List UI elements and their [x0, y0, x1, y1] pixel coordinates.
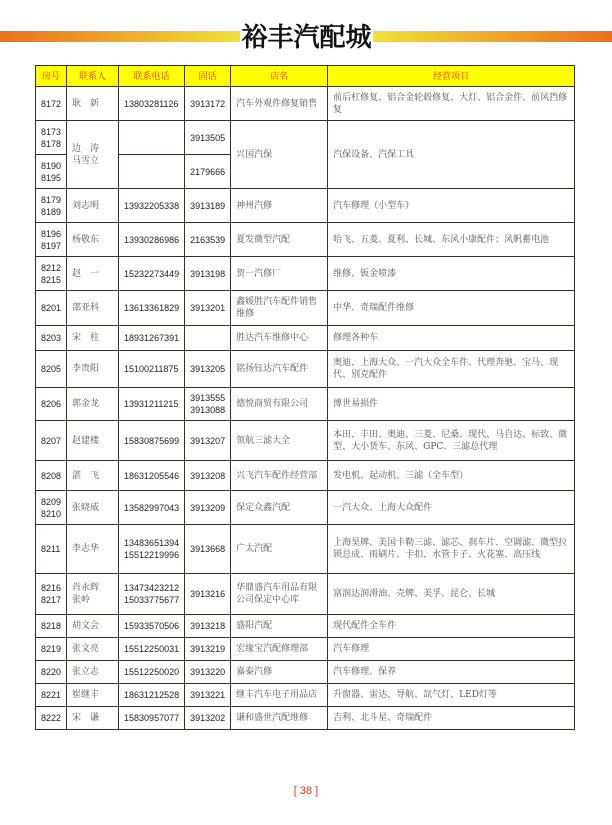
shop-name: 华鼎盛汽车用品有限公司保定中心库	[231, 574, 328, 615]
shop-name: 贺一汽修厂	[231, 257, 328, 291]
landline	[185, 326, 231, 351]
landline: 3913201	[185, 291, 231, 326]
landline: 3913218	[185, 615, 231, 638]
mobile-phone: 15830875699	[119, 421, 185, 461]
table-row	[36, 574, 575, 615]
mobile-phone	[119, 155, 185, 189]
mobile-phone: 15830957077	[119, 707, 185, 730]
mobile-phone: 13803281126	[119, 87, 185, 121]
contact-name: 赵 一	[67, 257, 119, 291]
table-row	[36, 421, 575, 461]
table-row	[36, 291, 575, 326]
contact-name: 赵建楼	[67, 421, 119, 461]
shop-name: 兴国汽保	[231, 121, 328, 189]
table-row	[36, 615, 575, 638]
contact-name: 边 涛 马雪立	[67, 121, 119, 189]
decorative-bar-right	[373, 31, 612, 42]
mobile-phone: 13613361829	[119, 291, 185, 326]
landline: 3913172	[185, 87, 231, 121]
mobile-phone: 18631205546	[119, 461, 185, 491]
mobile-phone: 13483651394 15512219996	[119, 525, 185, 574]
contact-name: 张立志	[67, 661, 119, 684]
column-header-phone: 联系电话	[119, 66, 185, 87]
shop-name: 盛阳汽配	[231, 615, 328, 638]
table-row	[36, 189, 575, 223]
room-number: 8207	[36, 421, 67, 461]
contact-name: 宋 谦	[67, 707, 119, 730]
business-scope: 维修、钣金喷漆	[328, 257, 575, 291]
shop-name: 继丰汽车电子用品店	[231, 684, 328, 707]
business-scope: 修理各种车	[328, 326, 575, 351]
room-number: 8216 8217	[36, 574, 67, 615]
business-scope: 汽车修理、保养	[328, 661, 575, 684]
room-number: 8172	[36, 87, 67, 121]
contact-name: 胡文会	[67, 615, 119, 638]
room-number: 8221	[36, 684, 67, 707]
mobile-phone: 18931267391	[119, 326, 185, 351]
contact-name: 李贵阳	[67, 351, 119, 388]
table-row	[36, 638, 575, 661]
page-title: 裕丰汽配城	[241, 23, 372, 53]
landline: 3913207	[185, 421, 231, 461]
contact-name: 湛 飞	[67, 461, 119, 491]
table-row	[36, 351, 575, 388]
table-row	[36, 87, 575, 121]
shop-name: 神州汽修	[231, 189, 328, 223]
mobile-phone: 15512250031	[119, 638, 185, 661]
business-scope: 奥迪、上海大众、一汽大众全车件、代理奔驰、宝马、现代、别克配件	[328, 351, 575, 388]
mobile-phone: 13930286986	[119, 223, 185, 257]
mobile-phone: 15232273449	[119, 257, 185, 291]
shop-name: 谦和盛世汽配维修	[231, 707, 328, 730]
room-number: 8211	[36, 525, 67, 574]
room-number: 8222	[36, 707, 67, 730]
business-scope: 汽车修理	[328, 638, 575, 661]
table-row	[36, 461, 575, 491]
column-header-landline: 固话	[185, 66, 231, 87]
contact-name: 李志华	[67, 525, 119, 574]
landline: 3913216	[185, 574, 231, 615]
room-number: 8220	[36, 661, 67, 684]
header-banner	[0, 20, 612, 60]
contact-name: 张晓威	[67, 491, 119, 525]
room-number: 8206	[36, 388, 67, 421]
landline: 3913209	[185, 491, 231, 525]
landline: 3913208	[185, 461, 231, 491]
shop-name: 胜达汽车维修中心	[231, 326, 328, 351]
business-scope: 哈飞、五菱、夏利、长城、东风小康配件；风帆蓄电池	[328, 223, 575, 257]
business-scope: 前后杠修复、铝合金轮毂修复、大灯、铝合金件、前风挡修复	[328, 87, 575, 121]
table-row	[36, 525, 575, 574]
landline: 3913205	[185, 351, 231, 388]
business-scope: 现代配件全车件	[328, 615, 575, 638]
mobile-phone: 15933570506	[119, 615, 185, 638]
landline: 3913189	[185, 189, 231, 223]
contact-name: 杨敬东	[67, 223, 119, 257]
contact-name: 肖永辉 张岭	[67, 574, 119, 615]
room-number: 8201	[36, 291, 67, 326]
mobile-phone: 15100211875	[119, 351, 185, 388]
column-header-room: 房号	[36, 66, 67, 87]
landline: 3913220	[185, 661, 231, 684]
contact-name: 宋 柱	[67, 326, 119, 351]
decorative-bar-left	[0, 31, 240, 42]
room-number: 8203	[36, 326, 67, 351]
mobile-phone: 18631212528	[119, 684, 185, 707]
landline: 3913219	[185, 638, 231, 661]
room-number: 8196 8197	[36, 223, 67, 257]
table-row	[36, 707, 575, 730]
contact-name: 耿 新	[67, 87, 119, 121]
table-row	[36, 223, 575, 257]
landline: 3913555 3913088	[185, 388, 231, 421]
room-number: 8173 8178	[36, 121, 67, 155]
shop-name: 领航三滤大全	[231, 421, 328, 461]
business-scope: 发电机、起动机、三滤（全车型）	[328, 461, 575, 491]
shop-name: 铭扬钰达汽车配件	[231, 351, 328, 388]
shop-name: 兴飞汽车配件经营部	[231, 461, 328, 491]
room-number: 8218	[36, 615, 67, 638]
room-number: 8205	[36, 351, 67, 388]
contact-name: 刘志明	[67, 189, 119, 223]
mobile-phone	[119, 121, 185, 155]
room-number: 8209 8210	[36, 491, 67, 525]
business-scope: 中华、奇瑞配件维修	[328, 291, 575, 326]
shop-name: 保定众鑫汽配	[231, 491, 328, 525]
table-row	[36, 326, 575, 351]
table-row	[36, 121, 575, 155]
room-number: 8190 8195	[36, 155, 67, 189]
shop-name: 嘉泰汽修	[231, 661, 328, 684]
landline: 3913221	[185, 684, 231, 707]
page-number: [ 38 ]	[293, 785, 319, 797]
business-scope: 升窗器、雷达、导航、氙气灯、LED灯等	[328, 684, 575, 707]
landline: 3913198	[185, 257, 231, 291]
landline: 2179666	[185, 155, 231, 189]
business-scope: 汽保设备、汽保工具	[328, 121, 575, 189]
business-scope: 富润达润滑油、壳牌、美孚、昆仑、长城	[328, 574, 575, 615]
shop-name: 广太汽配	[231, 525, 328, 574]
shop-name: 宏缘宝汽配修理部	[231, 638, 328, 661]
mobile-phone: 13931211215	[119, 388, 185, 421]
directory-table	[35, 65, 575, 730]
table-row	[36, 257, 575, 291]
business-scope: 上海昊牌、美国卡勒三滤、滤芯、刹车片、空调滤、微型拉锁总成、雨刷片、卡扣、水管卡子、火花塞、高压线	[328, 525, 575, 574]
column-header-shop: 店名	[231, 66, 328, 87]
shop-name: 汽车外观件修复销售	[231, 87, 328, 121]
table-row	[36, 661, 575, 684]
landline: 3913668	[185, 525, 231, 574]
table-header-row	[36, 66, 575, 87]
contact-name: 张文亮	[67, 638, 119, 661]
room-number: 8219	[36, 638, 67, 661]
contact-name: 崔继丰	[67, 684, 119, 707]
business-scope: 本田、丰田、奥迪、三菱、尼桑、现代、马自达、标致、微型、大小货车、东风、GPC、三滤总代理	[328, 421, 575, 461]
table-row	[36, 388, 575, 421]
shop-name: 德悦商贸有限公司	[231, 388, 328, 421]
contact-name: 郭金龙	[67, 388, 119, 421]
table-row	[36, 684, 575, 707]
mobile-phone: 13582997043	[119, 491, 185, 525]
mobile-phone: 13473423212 15033775677	[119, 574, 185, 615]
landline: 2163539	[185, 223, 231, 257]
business-scope: 吉利、北斗星、奇瑞配件	[328, 707, 575, 730]
business-scope: 博世易损件	[328, 388, 575, 421]
business-scope: 一汽大众、上海大众配件	[328, 491, 575, 525]
shop-name: 鑫媛胜汽车配件销售维修	[231, 291, 328, 326]
business-scope: 汽车修理（小型车）	[328, 189, 575, 223]
mobile-phone: 13932205338	[119, 189, 185, 223]
room-number: 8208	[36, 461, 67, 491]
table-row	[36, 491, 575, 525]
column-header-business: 经营项目	[328, 66, 575, 87]
shop-name: 夏发微型汽配	[231, 223, 328, 257]
column-header-contact: 联系人	[67, 66, 119, 87]
landline: 3913202	[185, 707, 231, 730]
room-number: 8212 8215	[36, 257, 67, 291]
room-number: 8179 8189	[36, 189, 67, 223]
contact-name: 邵亚科	[67, 291, 119, 326]
landline: 3913505	[185, 121, 231, 155]
mobile-phone: 15512250020	[119, 661, 185, 684]
